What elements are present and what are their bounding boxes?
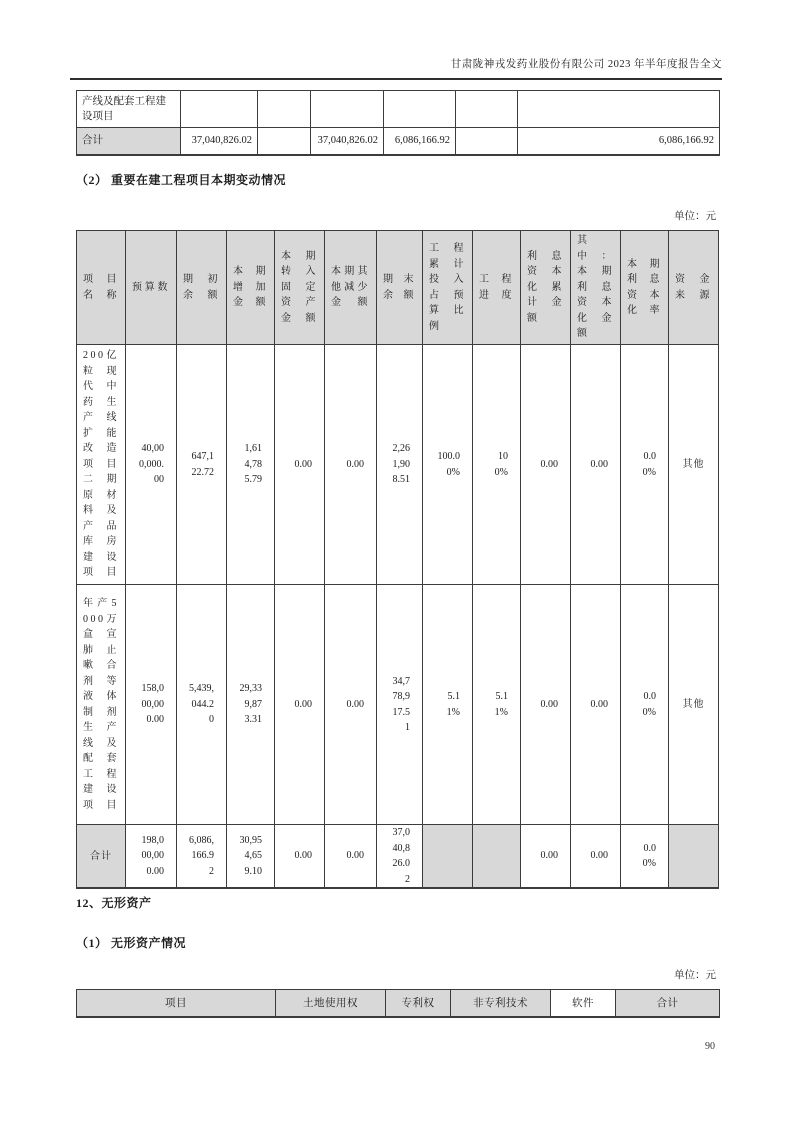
- total-value-cell: 6,086,166.92: [518, 128, 720, 155]
- column-header-land-use-right: 土地使用权: [276, 990, 386, 1018]
- total-value-cell: 30,954,659.10: [227, 825, 275, 889]
- column-header-non-patent-technology: 非专利技术: [451, 990, 551, 1018]
- data-cell: 34,778,917.51: [377, 585, 423, 825]
- total-value-cell: 37,040,826.02: [181, 128, 258, 155]
- column-header-closing-balance: 期末余额: [377, 231, 423, 345]
- page-number: 90: [705, 1041, 715, 1052]
- total-value-cell: 198,000,000.00: [126, 825, 177, 889]
- project-name-cell: 年产5000万盒宣肺止嗽合剂等液体制剂生产线及配套工程建设项目: [77, 585, 126, 825]
- column-header-increase: 本期增加金额: [227, 231, 275, 345]
- total-value-cell: 0.00: [571, 825, 621, 889]
- column-header-fund-source: 资金来源: [669, 231, 719, 345]
- column-header-project-name: 项目名称: [77, 231, 126, 345]
- data-cell: 0.00: [521, 345, 571, 585]
- empty-cell: [473, 825, 521, 889]
- total-value-cell: [258, 128, 311, 155]
- column-header-cumulative-input-ratio: 工程累计投入占预算比例: [423, 231, 473, 345]
- total-value-cell: 6,086,166.92: [177, 825, 227, 889]
- total-label-cell: 合计: [77, 825, 126, 889]
- empty-cell: [423, 825, 473, 889]
- project-name-cell: 200亿粒现代中药生产线扩能改造项目二期原材料及产品库房建设项目: [77, 345, 126, 585]
- unit-label: 单位：元: [674, 970, 716, 981]
- total-value-cell: 37,040,826.02: [377, 825, 423, 889]
- column-header-progress: 工程进度: [473, 231, 521, 345]
- carryover-table: [76, 90, 720, 156]
- total-value-cell: [456, 128, 518, 155]
- data-cell: 0.00%: [621, 585, 669, 825]
- total-value-cell: 6,086,166.92: [384, 128, 456, 155]
- data-cell: 0.00%: [621, 345, 669, 585]
- data-cell: 0.00: [325, 345, 377, 585]
- column-header-total: 合计: [616, 990, 720, 1018]
- total-label-cell: 合计: [77, 128, 181, 155]
- construction-table: [76, 230, 719, 889]
- total-value-cell: 0.00: [275, 825, 325, 889]
- data-cell: 29,339,873.31: [227, 585, 275, 825]
- column-header-capitalized-interest-current: 其中：本期利息资本化金额: [571, 231, 621, 345]
- column-header-software: 软件: [551, 990, 616, 1018]
- column-header-capitalized-interest-cumulative: 利息资本化累计金额: [521, 231, 571, 345]
- fund-source-cell: 其他: [669, 585, 719, 825]
- column-header-capitalization-rate: 本期利息资本化率: [621, 231, 669, 345]
- data-cell: 0.00: [325, 585, 377, 825]
- data-cell: 0.00: [275, 345, 325, 585]
- column-header-patent-right: 专利权: [386, 990, 451, 1018]
- data-cell: 5.11%: [423, 585, 473, 825]
- data-cell: 0.00: [275, 585, 325, 825]
- column-header-opening-balance: 期初余额: [177, 231, 227, 345]
- page-title: 甘肃陇神戎发药业股份有限公司 2023 年半年度报告全文: [70, 56, 722, 80]
- sub-heading-intangible-assets-detail: （1） 无形资产情况: [76, 936, 187, 950]
- header-row: [77, 231, 719, 345]
- empty-cell: [669, 825, 719, 889]
- data-cell: 2,261,908.51: [377, 345, 423, 585]
- header-row: [77, 990, 720, 1018]
- column-header-budget: 预算数: [126, 231, 177, 345]
- table-row: [77, 585, 719, 825]
- total-row: [77, 825, 719, 889]
- data-cell: [518, 91, 720, 128]
- unit-label: 单位：元: [674, 211, 716, 222]
- data-cell: [258, 91, 311, 128]
- intangible-assets-table: [76, 989, 720, 1018]
- data-cell: [384, 91, 456, 128]
- data-cell: [311, 91, 384, 128]
- section-heading-intangible-assets: 12、无形资产: [76, 896, 152, 910]
- fund-source-cell: 其他: [669, 345, 719, 585]
- data-cell: 40,000,000.00: [126, 345, 177, 585]
- table-row: [77, 345, 719, 585]
- total-value-cell: 37,040,826.02: [311, 128, 384, 155]
- column-header-item: 项目: [77, 990, 276, 1018]
- total-value-cell: 0.00: [325, 825, 377, 889]
- data-cell: 647,122.72: [177, 345, 227, 585]
- section-heading-construction: （2） 重要在建工程项目本期变动情况: [76, 173, 287, 187]
- column-header-transfer-to-fixed-assets: 本期转入固定资产金额: [275, 231, 325, 345]
- data-cell: 0.00: [571, 585, 621, 825]
- data-cell: 0.00: [521, 585, 571, 825]
- data-cell: 158,000,000.00: [126, 585, 177, 825]
- data-cell: 0.00: [571, 345, 621, 585]
- column-header-other-decrease: 本期其他减少金额: [325, 231, 377, 345]
- data-cell: [456, 91, 518, 128]
- total-value-cell: 0.00: [521, 825, 571, 889]
- data-cell: [181, 91, 258, 128]
- total-value-cell: 0.00%: [621, 825, 669, 889]
- data-cell: 5,439,044.20: [177, 585, 227, 825]
- data-cell: 5.11%: [473, 585, 521, 825]
- data-cell: 100.00%: [423, 345, 473, 585]
- data-cell: 1,614,785.79: [227, 345, 275, 585]
- table-row: [77, 91, 720, 128]
- data-cell: 100%: [473, 345, 521, 585]
- total-row: [77, 128, 720, 155]
- project-name-cell: 产线及配套工程建设项目: [77, 91, 181, 128]
